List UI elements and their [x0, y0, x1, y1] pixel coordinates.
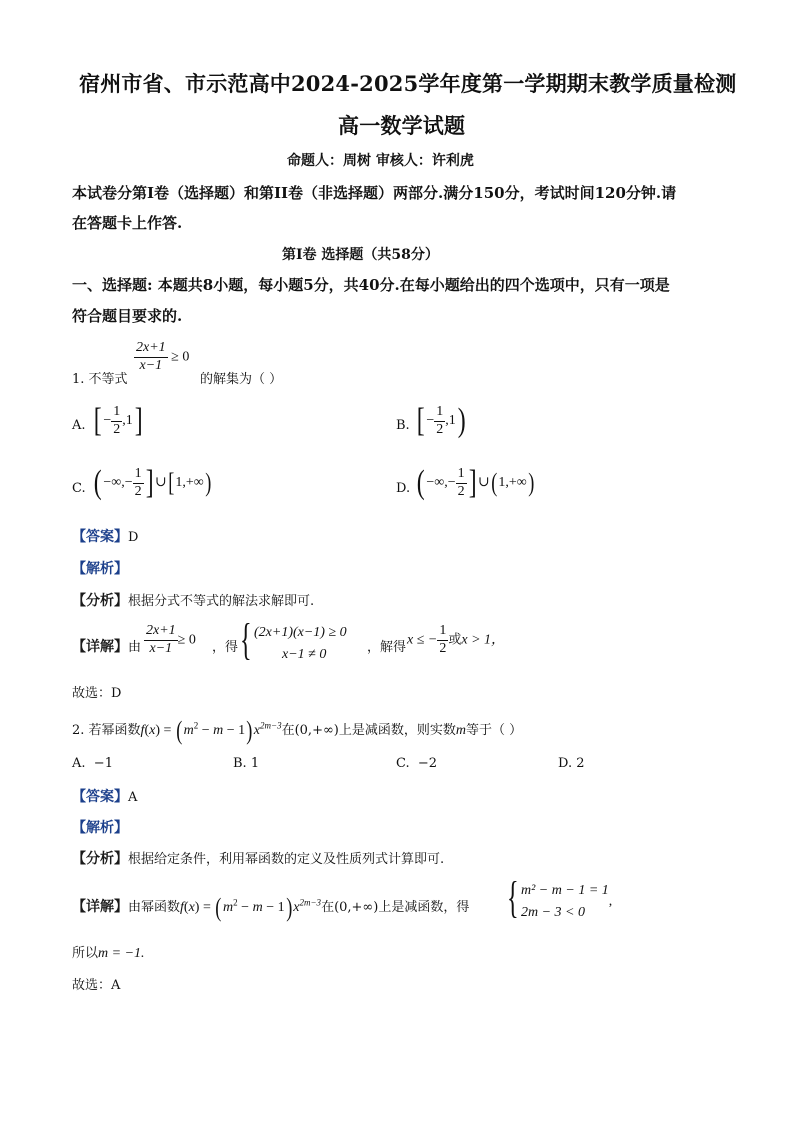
q1-analysis-tag: 【解析】: [72, 561, 128, 577]
q1-option-b: [ − $\frac{1}{2}$ ,1): [416, 402, 466, 439]
q1-xj-system: { (2x+1)(x−1) ≥ 0 x−1 ≠ 0: [240, 615, 347, 664]
q1-option-c: ( −∞,− $\frac{1}{2}$ ] ∪[1,+∞): [93, 464, 212, 501]
q2-xj-function: $f(x) = (m^2 - m - 1)x^{2m-3}$: [180, 893, 322, 922]
q1-inequality: [134, 341, 189, 373]
q1-rel: ≥ 0: [171, 349, 190, 365]
q2-xj-sys-line-2: 2m − 3 < 0: [521, 905, 586, 920]
q2-answer: [72, 786, 137, 806]
q1-xj-frac-den: x−1: [149, 640, 173, 656]
q1-xj-or: 或: [448, 631, 462, 647]
q1-xj-result-a: x ≤ −: [407, 632, 438, 648]
q2-option-c-label: C.: [396, 756, 410, 771]
q1-answer: [72, 526, 138, 546]
q1-xj-sys-line-1: (2x+1)(x−1) ≥ 0: [254, 625, 347, 640]
q1-xj-frac: [144, 624, 196, 656]
q2-option-b: [233, 756, 259, 771]
q1-option-a-label: A.: [72, 418, 86, 433]
q2-option-a-value: −1: [93, 756, 113, 771]
q1-frac-den: x−1: [139, 357, 163, 373]
q1-guxuan: 故选：D: [72, 686, 122, 701]
q2-guxuan: 故选：A: [72, 978, 121, 993]
q2-analysis-tag: 【解析】: [72, 820, 128, 836]
q2-option-b-value: 1: [250, 756, 260, 771]
q2-answer-tag: 【答案】: [72, 789, 128, 805]
q1-option-d: ( −∞,− $\frac{1}{2}$ ] ∪(1,+∞): [416, 464, 535, 501]
part1-instructions-line-1: 一、选择题: 本题共8小题，每小题5分，共40分.在每小题给出的四个选项中，只有一项是: [72, 276, 670, 294]
q2-suoyi-value: m = −1.: [98, 946, 145, 961]
q2-xj-sys-line-1: m² − m − 1 = 1: [521, 883, 609, 898]
q1-xj-result: x ≤ − $\frac{1}{2}$ 或x > 1，: [407, 623, 506, 656]
q2-xj-you: 由幂函数: [128, 900, 181, 916]
q1-xiangjie-tag: 【详解】: [72, 639, 128, 655]
section-heading: 第I卷 选择题（共58分）: [282, 247, 439, 263]
q2-suoyi-text: 所以: [72, 946, 99, 961]
q1-xj-you: 由: [128, 640, 142, 655]
q1-fenxi-text: 根据分式不等式的解法求解即可.: [128, 594, 315, 609]
q2-option-d-value: 2: [576, 756, 585, 771]
q2-xiangjie: [72, 895, 469, 921]
q1-answer-tag: 【答案】: [72, 529, 128, 545]
q2-fenxi-tag: 【分析】: [72, 851, 128, 867]
intro-line-2: 在答题卡上作答.: [72, 214, 183, 232]
q2-function: $f(x) = (m^2 - m - 1)x^{2m-3}$: [140, 716, 282, 745]
q2-fenxi: [72, 848, 444, 868]
q1-fenxi: [72, 590, 314, 610]
q2-stem-mid: 在(0,+∞)上是减函数，则实数: [281, 723, 456, 739]
q2-stem: [72, 718, 522, 744]
q2-stem-prefix: 2. 若幂函数: [72, 723, 141, 739]
q1-option-c-label: C.: [72, 481, 86, 496]
q2-option-c-value: −2: [417, 756, 438, 771]
q2-option-a: [72, 756, 113, 771]
part1-instructions-line-2: 符合题目要求的.: [72, 307, 183, 325]
q1-xj-rel: ≥ 0: [177, 632, 196, 648]
q1-option-d-label: D.: [396, 481, 411, 496]
q2-stem-m: m: [455, 723, 466, 739]
q2-option-c: [396, 756, 437, 771]
q1-fenxi-tag: 【分析】: [72, 593, 128, 609]
q1-prefix: 1. 不等式: [72, 372, 128, 387]
q2-option-a-label: A.: [72, 756, 86, 771]
q1-xj-result-b: x > 1，: [461, 632, 506, 648]
q1-xj-jiede: ，解得: [367, 640, 407, 655]
exam-subtitle: 高一数学试题: [338, 113, 466, 138]
q1-frac-num: 2x+1: [134, 341, 168, 358]
q1-xj-frac-num: 2x+1: [144, 624, 178, 641]
q1-option-b-label: B.: [396, 418, 410, 433]
q2-fenxi-text: 根据给定条件，利用幂函数的定义及性质列式计算即可.: [128, 852, 445, 867]
q2-xj-mid: 在(0,+∞)上是减函数，得: [321, 900, 470, 916]
q2-answer-value: A: [128, 790, 138, 805]
intro-line-1: 本试卷分第I卷（选择题）和第II卷（非选择题）两部分.满分150分，考试时间120分钟.请: [72, 184, 677, 202]
exam-title: 宿州市省、市示范高中2024-2025学年度第一学期期末教学质量检测: [79, 71, 737, 96]
q2-option-b-label: B.: [233, 756, 247, 771]
exam-authors: 命题人：周树 审核人：许利虎: [287, 153, 474, 169]
q2-option-d: [558, 756, 585, 771]
q2-suoyi: [72, 942, 145, 962]
q1-answer-value: D: [128, 530, 139, 545]
q2-xiangjie-tag: 【详解】: [72, 899, 128, 916]
q1-suffix: 的解集为（ ）: [200, 372, 283, 387]
q2-xj-system: { m² − m − 1 = 1 2m − 3 < 0 ,: [507, 873, 613, 922]
q1-xj-sys-line-2: x−1 ≠ 0: [282, 647, 327, 662]
q1-xj-de: ，得: [212, 640, 239, 655]
q2-option-d-label: D.: [558, 756, 573, 771]
q1-option-a: [ − $\frac{1}{2}$ ,1]: [93, 402, 143, 439]
q1-xiangjie-lead: [72, 636, 141, 656]
q2-stem-suffix: 等于（ ）: [466, 723, 523, 739]
